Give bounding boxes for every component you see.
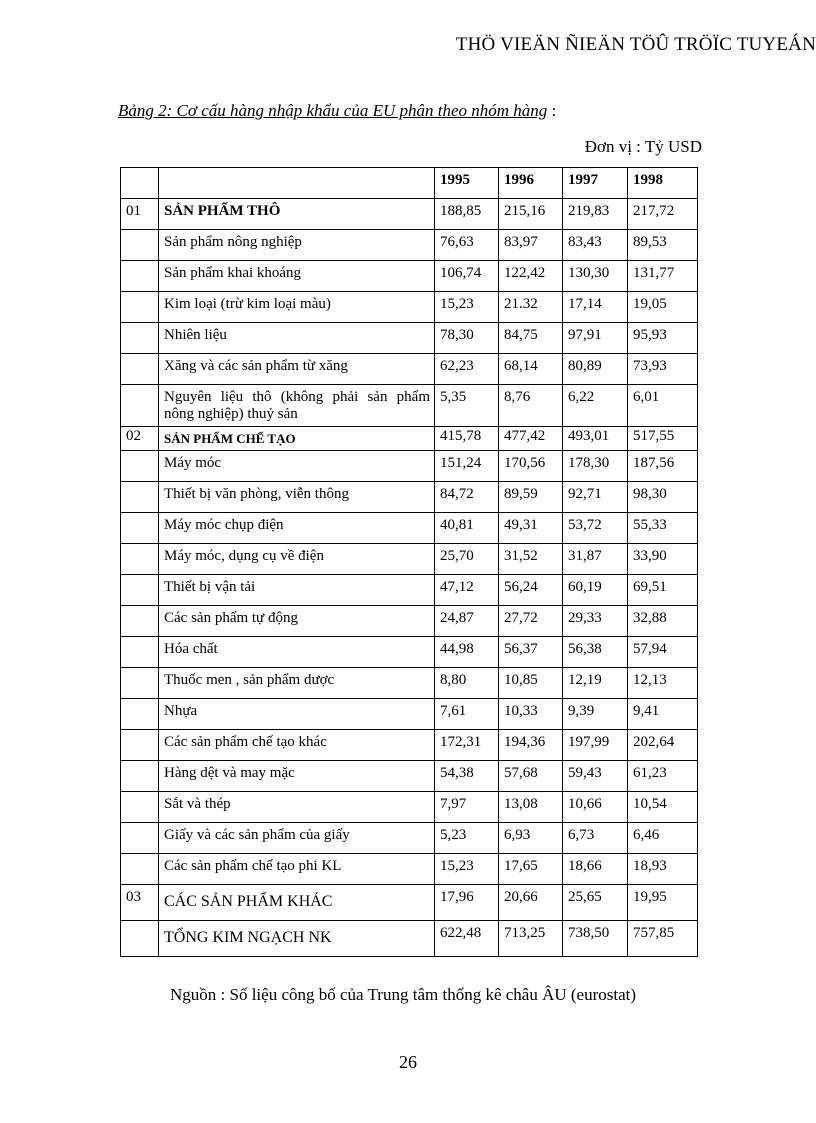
- row-value-1995: 47,12: [435, 575, 499, 606]
- table-row: [121, 730, 698, 761]
- row-value-1997: 12,19: [563, 668, 628, 699]
- row-value-1996: 27,72: [499, 606, 563, 637]
- row-label-cell: Sắt và thép: [159, 792, 435, 823]
- table-row: [121, 230, 698, 261]
- table-row: [121, 451, 698, 482]
- row-value-1995: 76,63: [435, 230, 499, 261]
- row-label-cell: Thuốc men , sản phẩm dược: [159, 668, 435, 699]
- row-label-cell: Các sản phẩm chế tạo phi KL: [159, 854, 435, 885]
- header-year-1997: 1997: [563, 168, 628, 199]
- table-row: [121, 261, 698, 292]
- row-value-1995: 415,78: [435, 427, 499, 451]
- row-value-1998: 61,23: [628, 761, 698, 792]
- row-code-cell: [121, 637, 159, 668]
- row-value-1997: 493,01: [563, 427, 628, 451]
- row-label-cell: Nhựa: [159, 699, 435, 730]
- table-row: [121, 323, 698, 354]
- header-code-cell: [121, 168, 159, 199]
- row-label-cell: Thiết bị vận tải: [159, 575, 435, 606]
- table-row: [121, 637, 698, 668]
- row-value-1995: 106,74: [435, 261, 499, 292]
- row-code-cell: [121, 606, 159, 637]
- row-label-cell: Sản phẩm nông nghiệp: [159, 230, 435, 261]
- row-value-1995: 17,96: [435, 885, 499, 921]
- row-label-cell: Hàng dệt và may mặc: [159, 761, 435, 792]
- row-code-cell: [121, 544, 159, 575]
- row-value-1996: 56,24: [499, 575, 563, 606]
- row-label-cell: Các sản phẩm chế tạo khác: [159, 730, 435, 761]
- row-value-1998: 187,56: [628, 451, 698, 482]
- row-value-1995: 44,98: [435, 637, 499, 668]
- page-header: THÖ VIEÄN ÑIEÄN TÖÛ TRÖÏC TUYEÁN: [455, 34, 816, 55]
- header-label-cell: [159, 168, 435, 199]
- row-value-1995: 151,24: [435, 451, 499, 482]
- row-value-1998: 10,54: [628, 792, 698, 823]
- row-code-cell: [121, 575, 159, 606]
- row-label-cell: Giấy và các sản phẩm của giấy: [159, 823, 435, 854]
- row-value-1995: 78,30: [435, 323, 499, 354]
- row-value-1997: 6,73: [563, 823, 628, 854]
- row-value-1997: 6,22: [563, 385, 628, 427]
- row-label-cell: Nhiên liệu: [159, 323, 435, 354]
- row-label-cell: SẢN PHẨM THÔ: [159, 199, 435, 230]
- table-header-row: [121, 168, 698, 199]
- row-code-cell: [121, 482, 159, 513]
- row-code-cell: [121, 230, 159, 261]
- row-value-1998: 19,95: [628, 885, 698, 921]
- row-value-1996: 10,33: [499, 699, 563, 730]
- row-code-cell: [121, 668, 159, 699]
- row-value-1998: 95,93: [628, 323, 698, 354]
- row-value-1996: 13,08: [499, 792, 563, 823]
- row-label-cell: Nguyên liệu thô (không phải sản phẩm nông nghiệp) thuỷ sản: [159, 385, 435, 427]
- row-value-1997: 17,14: [563, 292, 628, 323]
- row-value-1996: 31,52: [499, 544, 563, 575]
- row-value-1997: 59,43: [563, 761, 628, 792]
- row-code-cell: [121, 354, 159, 385]
- table-row: [121, 482, 698, 513]
- table-row: [121, 199, 698, 230]
- unit-label: Đơn vị : Tỷ USD: [584, 137, 702, 156]
- row-label-cell: Các sản phẩm tự động: [159, 606, 435, 637]
- row-code-cell: [121, 261, 159, 292]
- row-value-1997: 56,38: [563, 637, 628, 668]
- row-label-cell: Hóa chất: [159, 637, 435, 668]
- row-label-cell: Máy móc: [159, 451, 435, 482]
- row-value-1997: 97,91: [563, 323, 628, 354]
- row-value-1995: 622,48: [435, 921, 499, 957]
- row-label-cell: CÁC SẢN PHẨM KHÁC: [159, 885, 435, 921]
- row-value-1995: 84,72: [435, 482, 499, 513]
- row-value-1996: 122,42: [499, 261, 563, 292]
- row-value-1996: 89,59: [499, 482, 563, 513]
- row-value-1996: 8,76: [499, 385, 563, 427]
- row-value-1997: 92,71: [563, 482, 628, 513]
- row-label-cell: SẢN PHẨM CHẾ TẠO: [159, 427, 435, 451]
- page-number: 26: [399, 1052, 417, 1072]
- row-value-1996: 56,37: [499, 637, 563, 668]
- row-value-1998: 33,90: [628, 544, 698, 575]
- header-year-1995: 1995: [435, 168, 499, 199]
- table-row: [121, 427, 698, 451]
- table-row: [121, 792, 698, 823]
- row-value-1998: 89,53: [628, 230, 698, 261]
- row-code-cell: 03: [121, 885, 159, 921]
- row-value-1995: 7,61: [435, 699, 499, 730]
- row-value-1997: 178,30: [563, 451, 628, 482]
- import-structure-table: [120, 167, 698, 957]
- header-year-1998: 1998: [628, 168, 698, 199]
- table-caption-suffix: :: [547, 101, 557, 120]
- row-value-1996: 194,36: [499, 730, 563, 761]
- table-row: [121, 668, 698, 699]
- row-code-cell: [121, 699, 159, 730]
- row-value-1996: 477,42: [499, 427, 563, 451]
- row-value-1996: 49,31: [499, 513, 563, 544]
- table-row: [121, 885, 698, 921]
- row-value-1997: 9,39: [563, 699, 628, 730]
- row-code-cell: [121, 854, 159, 885]
- row-value-1997: 53,72: [563, 513, 628, 544]
- row-label-cell: Kim loại (trừ kim loại màu): [159, 292, 435, 323]
- row-code-cell: [121, 513, 159, 544]
- row-value-1997: 60,19: [563, 575, 628, 606]
- row-label-cell: TỔNG KIM NGẠCH NK: [159, 921, 435, 957]
- table-row: [121, 385, 698, 427]
- row-value-1995: 15,23: [435, 854, 499, 885]
- table-row: [121, 354, 698, 385]
- table-caption: [118, 101, 556, 121]
- row-code-cell: [121, 921, 159, 957]
- row-value-1997: 29,33: [563, 606, 628, 637]
- row-value-1998: 9,41: [628, 699, 698, 730]
- row-value-1996: 17,65: [499, 854, 563, 885]
- row-value-1996: 215,16: [499, 199, 563, 230]
- row-label-cell: Xăng và các sản phẩm từ xăng: [159, 354, 435, 385]
- table-row: [121, 699, 698, 730]
- row-code-cell: [121, 292, 159, 323]
- row-value-1998: 57,94: [628, 637, 698, 668]
- row-value-1998: 69,51: [628, 575, 698, 606]
- table-row: [121, 606, 698, 637]
- row-value-1995: 15,23: [435, 292, 499, 323]
- row-value-1995: 172,31: [435, 730, 499, 761]
- row-label-cell: Máy móc chụp điện: [159, 513, 435, 544]
- row-code-cell: [121, 730, 159, 761]
- row-value-1997: 130,30: [563, 261, 628, 292]
- row-value-1995: 40,81: [435, 513, 499, 544]
- row-value-1998: 6,46: [628, 823, 698, 854]
- header-year-1996: 1996: [499, 168, 563, 199]
- row-value-1995: 54,38: [435, 761, 499, 792]
- source-note: Nguồn : Số liệu công bố của Trung tâm thống kê châu ÂU (eurostat): [170, 985, 637, 1004]
- row-value-1998: 6,01: [628, 385, 698, 427]
- row-label-cell: Sản phẩm khai khoáng: [159, 261, 435, 292]
- row-value-1997: 31,87: [563, 544, 628, 575]
- table-row: [121, 761, 698, 792]
- row-value-1995: 5,23: [435, 823, 499, 854]
- row-value-1998: 55,33: [628, 513, 698, 544]
- row-value-1998: 32,88: [628, 606, 698, 637]
- row-value-1998: 73,93: [628, 354, 698, 385]
- row-code-cell: 01: [121, 199, 159, 230]
- row-value-1998: 19,05: [628, 292, 698, 323]
- row-code-cell: [121, 323, 159, 354]
- row-value-1995: 7,97: [435, 792, 499, 823]
- row-value-1998: 98,30: [628, 482, 698, 513]
- row-code-cell: [121, 761, 159, 792]
- row-value-1997: 738,50: [563, 921, 628, 957]
- row-value-1995: 62,23: [435, 354, 499, 385]
- row-value-1996: 84,75: [499, 323, 563, 354]
- row-code-cell: [121, 385, 159, 427]
- row-value-1996: 83,97: [499, 230, 563, 261]
- row-code-cell: 02: [121, 427, 159, 451]
- table-row: [121, 921, 698, 957]
- table-row: [121, 544, 698, 575]
- row-value-1997: 25,65: [563, 885, 628, 921]
- row-value-1997: 219,83: [563, 199, 628, 230]
- row-value-1998: 131,77: [628, 261, 698, 292]
- row-value-1996: 57,68: [499, 761, 563, 792]
- row-value-1997: 83,43: [563, 230, 628, 261]
- row-value-1998: 217,72: [628, 199, 698, 230]
- table-row: [121, 854, 698, 885]
- row-value-1998: 517,55: [628, 427, 698, 451]
- row-code-cell: [121, 823, 159, 854]
- row-label-cell: Thiết bị văn phòng, viễn thông: [159, 482, 435, 513]
- row-value-1996: 170,56: [499, 451, 563, 482]
- row-value-1996: 713,25: [499, 921, 563, 957]
- row-value-1996: 21.32: [499, 292, 563, 323]
- row-code-cell: [121, 792, 159, 823]
- row-value-1995: 8,80: [435, 668, 499, 699]
- row-value-1996: 68,14: [499, 354, 563, 385]
- row-label-cell: Máy móc, dụng cụ về điện: [159, 544, 435, 575]
- row-value-1996: 6,93: [499, 823, 563, 854]
- table-row: [121, 513, 698, 544]
- row-value-1997: 18,66: [563, 854, 628, 885]
- table-row: [121, 292, 698, 323]
- table-row: [121, 823, 698, 854]
- row-value-1998: 12,13: [628, 668, 698, 699]
- row-value-1996: 20,66: [499, 885, 563, 921]
- row-value-1997: 10,66: [563, 792, 628, 823]
- row-value-1997: 80,89: [563, 354, 628, 385]
- row-value-1995: 5,35: [435, 385, 499, 427]
- table-caption-title: Bảng 2: Cơ cấu hàng nhập khẩu của EU phân theo nhóm hàng: [118, 101, 548, 120]
- row-value-1997: 197,99: [563, 730, 628, 761]
- row-value-1995: 25,70: [435, 544, 499, 575]
- row-value-1995: 188,85: [435, 199, 499, 230]
- row-value-1995: 24,87: [435, 606, 499, 637]
- row-value-1996: 10,85: [499, 668, 563, 699]
- row-code-cell: [121, 451, 159, 482]
- table-row: [121, 575, 698, 606]
- row-value-1998: 757,85: [628, 921, 698, 957]
- row-value-1998: 18,93: [628, 854, 698, 885]
- row-value-1998: 202,64: [628, 730, 698, 761]
